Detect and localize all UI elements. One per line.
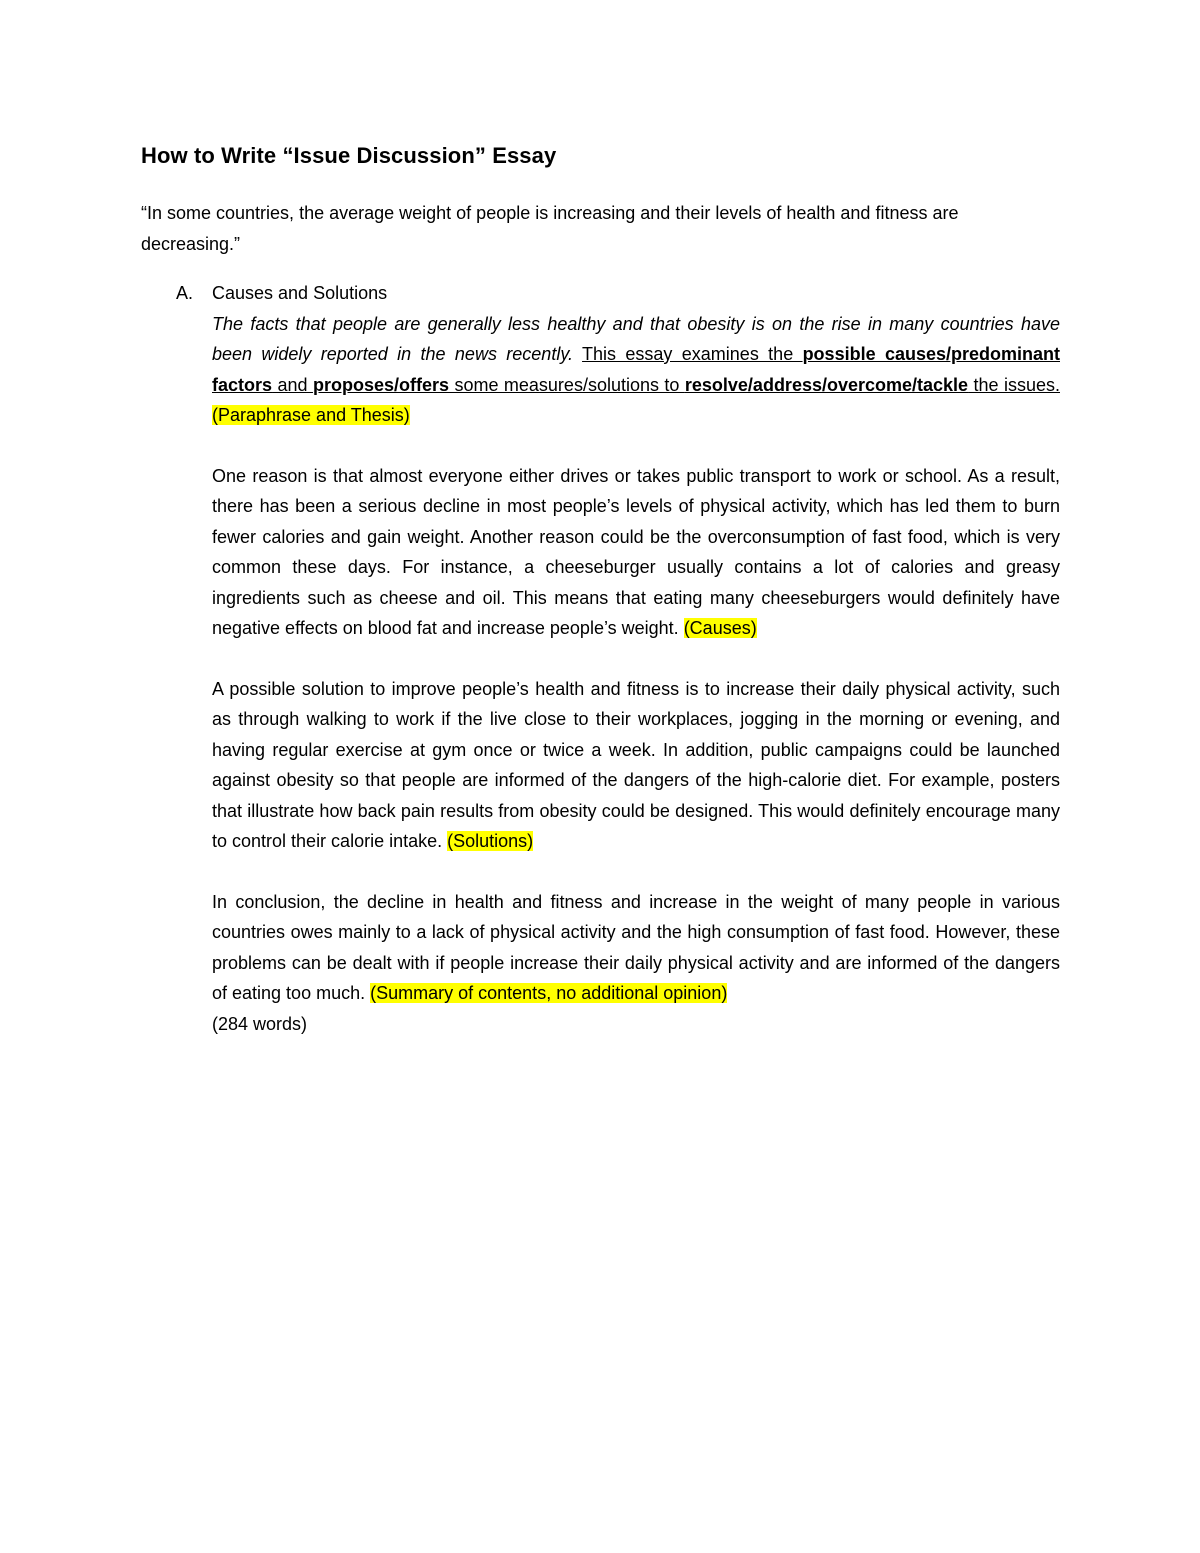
list-marker: A. — [176, 283, 194, 303]
summary-tag: (Summary of contents, no additional opinion) — [370, 983, 728, 1003]
solutions-text: A possible solution to improve people’s health and fitness is to increase their daily physical activity, such as through walking to work if the live close to their workplaces, jogging in the morning or evening, and having regular exercise at gym once or twice a week. In addition, public campaigns could be launched against obesity so that people are informed of the dangers of the high-calorie diet. For example, posters that illustrate how back pain results from obesity could be designed. This would definitely encourage many to control their calorie intake. — [212, 678, 1060, 851]
essay-title: How to Write “Issue Discussion” Essay — [141, 143, 557, 168]
intro-period: . — [568, 344, 574, 364]
essay-prompt: “In some countries, the average weight of people is increasing and their levels of health and fitness are decreasing.” — [141, 203, 959, 254]
causes-text: One reason is that almost everyone either drives or takes public transport to work or school. As a result, there has been a serious decline in most people’s levels of physical activity, which has led them to burn fewer calories and gain weight. Another reason could be the overconsumption of fast food, which is very common these days. For instance, a cheeseburger usually contains a lot of calories and greasy ingredients such as cheese and oil. This means that eating many cheeseburgers would definitely have negative effects on blood fat and increase people’s weight. — [212, 465, 1060, 638]
thesis-part-4: the issues. — [968, 374, 1060, 395]
thesis-bold-1: possible causes/predominant factors — [212, 344, 1060, 395]
solutions-tag: (Solutions) — [447, 831, 534, 851]
thesis-bold-3: resolve/address/overcome/tackle — [684, 374, 969, 395]
intro-paragraph — [212, 309, 1060, 431]
causes-tag: (Causes) — [683, 618, 757, 638]
causes-paragraph — [212, 461, 1060, 644]
thesis-part-2: and — [272, 374, 313, 395]
intro-italic-text: The facts that people are generally less healthy and that obesity is on the rise in many countries have been widely reported in the news recently — [212, 313, 1060, 364]
paraphrase-thesis-tag: (Paraphrase and Thesis) — [212, 405, 410, 425]
thesis-bold-2: proposes/offers — [312, 374, 449, 395]
conclusion-text: In conclusion, the decline in health and fitness and increase in the weight of many people in various countries owes mainly to a lack of physical activity and the high consumption of fast food. However, these problems can be dealt with if people increase their daily physical activity and are informed of the dangers of eating too much. — [212, 891, 1060, 1003]
section-body — [212, 278, 1060, 1039]
thesis-part-3: some measures/solutions to — [449, 374, 685, 395]
section-heading: Causes and Solutions — [212, 283, 388, 303]
word-count: (284 words) — [212, 1013, 308, 1034]
solutions-paragraph — [212, 674, 1060, 857]
conclusion-paragraph — [212, 887, 1060, 1009]
thesis-part-1: This essay examines the — [582, 344, 803, 364]
